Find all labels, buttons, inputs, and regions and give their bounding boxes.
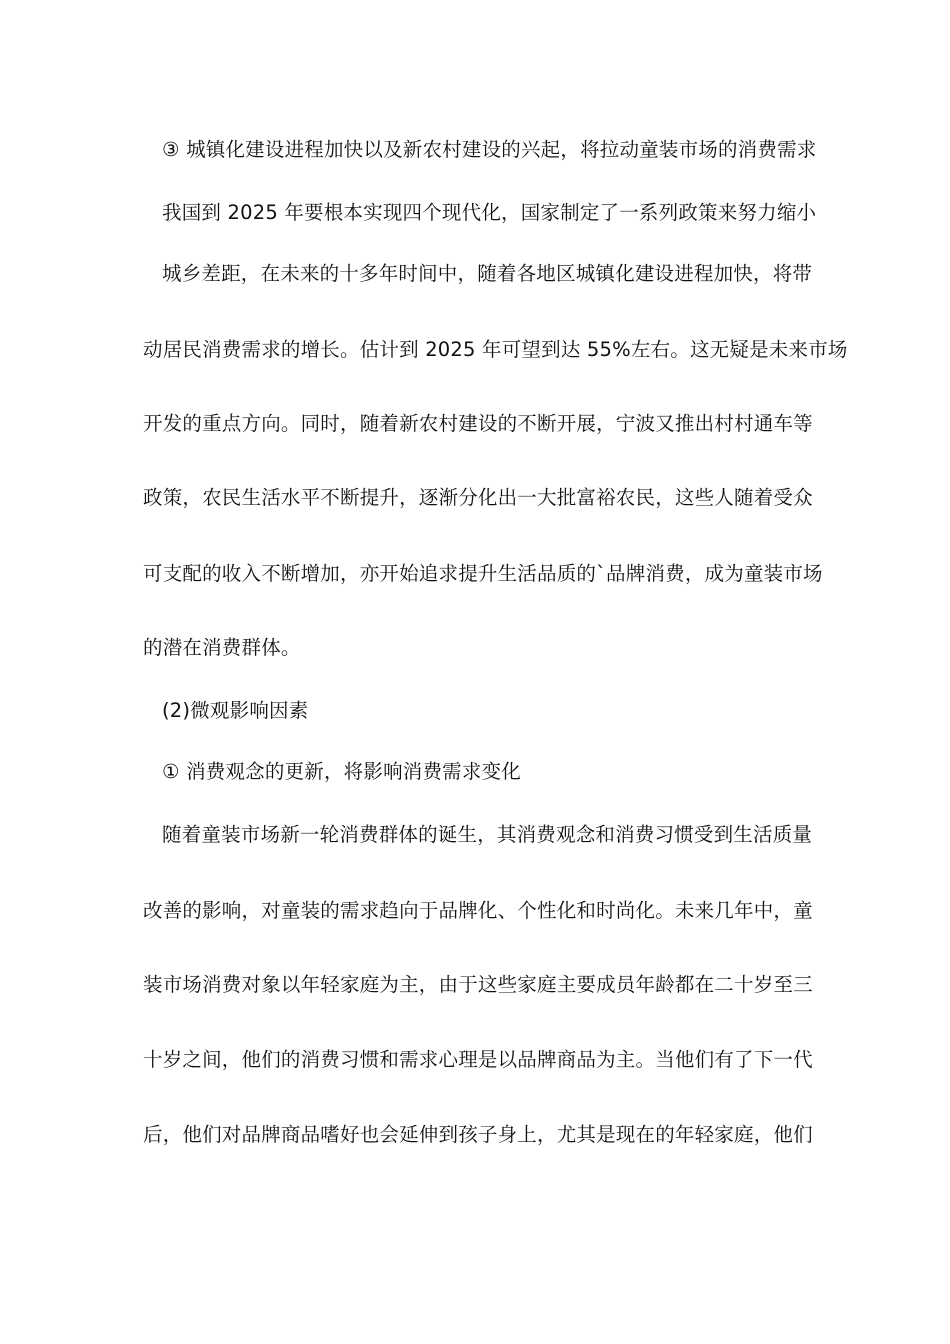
text-line: 我国到 2025 年要根本实现四个现代化，国家制定了一系列政策来努力缩小 [162,201,817,224]
text-line: 政策，农民生活水平不断提升，逐渐分化出一大批富裕农民，这些人随着受众 [143,486,813,509]
text-line: 改善的影响，对童装的需求趋向于品牌化、个性化和时尚化。未来几年中，童 [143,899,813,922]
text-line: 动居民消费需求的增长。估计到 2025 年可望到达 55%左右。这无疑是未来市场 [143,338,848,361]
text-line: 后，他们对品牌商品嗜好也会延伸到孩子身上，尤其是现在的年轻家庭，他们 [143,1123,813,1146]
subsection-heading: ① 消费观念的更新，将影响消费需求变化 [162,760,521,783]
section-heading: (2)微观影响因素 [162,699,309,722]
text-line: ③ 城镇化建设进程加快以及新农村建设的兴起，将拉动童装市场的消费需求 [162,138,817,161]
text-line: 可支配的收入不断增加，亦开始追求提升生活品质的`品牌消费，成为童装市场 [143,562,823,585]
text-line: 城乡差距，在未来的十多年时间中，随着各地区城镇化建设进程加快，将带 [162,262,813,285]
text-line: 随着童装市场新一轮消费群体的诞生，其消费观念和消费习惯受到生活质量 [162,823,813,846]
text-line: 开发的重点方向。同时，随着新农村建设的不断开展，宁波又推出村村通车等 [143,412,813,435]
text-line: 的潜在消费群体。 [143,636,301,659]
text-line: 装市场消费对象以年轻家庭为主，由于这些家庭主要成员年龄都在二十岁至三 [143,973,813,996]
text-line: 十岁之间，他们的消费习惯和需求心理是以品牌商品为主。当他们有了下一代 [143,1048,813,1071]
